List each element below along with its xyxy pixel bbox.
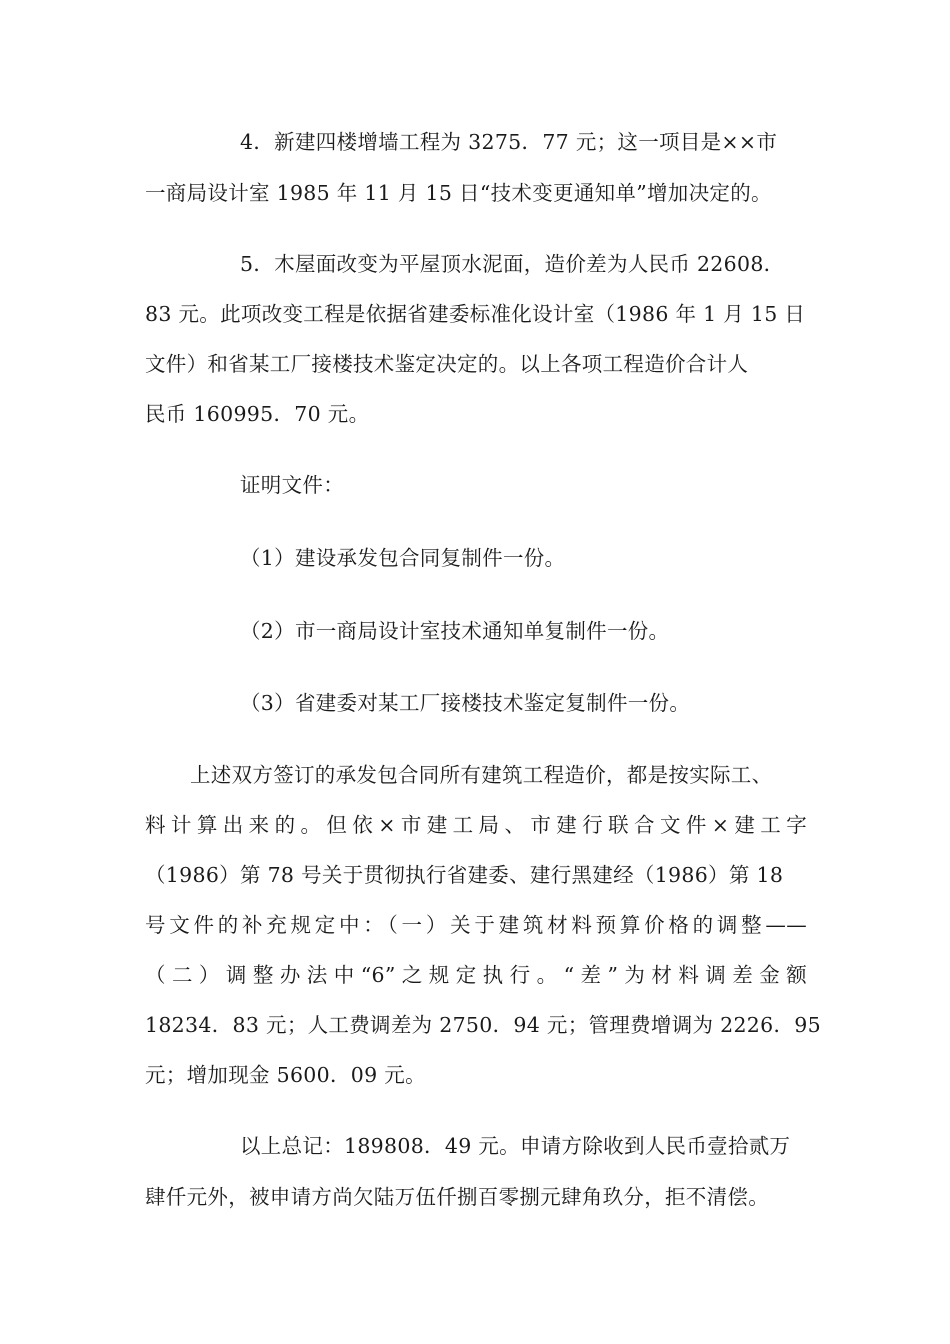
adjustment-line-7: 元；增加现金 5600．09 元。 <box>145 1063 426 1087</box>
item5-line-1: 5．木屋面改变为平屋顶水泥面，造价差为人民币 22608． <box>240 252 785 276</box>
evidence-item-1: （1）建设承发包合同复制件一份。 <box>240 546 566 570</box>
adjustment-line-1: 上述双方签订的承发包合同所有建筑工程造价，都是按实际工、 <box>190 763 773 787</box>
item5-line-3: 文件）和省某工厂接楼技术鉴定决定的。以上各项工程造价合计人 <box>145 352 749 376</box>
adjustment-line-2: 料计算出来的。但依×市建工局、市建行联合文件×建工字 <box>145 813 807 837</box>
adjustment-line-6: 18234．83 元；人工费调差为 2750．94 元；管理费增调为 2226．95 <box>145 1013 821 1037</box>
summary-line-1: 以上总记：189808．49 元。申请方除收到人民币壹拾贰万 <box>240 1134 791 1158</box>
evidence-heading: 证明文件： <box>240 473 344 497</box>
adjustment-line-4: 号文件的补充规定中：（一）关于建筑材料预算价格的调整—— <box>145 913 807 937</box>
item4-line-2: 一商局设计室 1985 年 11 月 15 日“技术变更通知单”增加决定的。 <box>145 181 772 205</box>
evidence-item-3: （3）省建委对某工厂接楼技术鉴定复制件一份。 <box>240 691 691 715</box>
adjustment-line-5: （二）调整办法中“6”之规定执行。“差”为材料调差金额 <box>145 963 807 987</box>
adjustment-line-3: （1986）第 78 号关于贯彻执行省建委、建行黑建经（1986）第 18 <box>145 863 784 887</box>
summary-line-2: 肆仟元外，被申请方尚欠陆万伍仟捌百零捌元肆角玖分，拒不清偿。 <box>145 1185 769 1209</box>
item5-line-2: 83 元。此项改变工程是依据省建委标准化设计室（1986 年 1 月 15 日 <box>145 302 806 326</box>
item5-line-4: 民币 160995．70 元。 <box>145 402 370 426</box>
evidence-item-2: （2）市一商局设计室技术通知单复制件一份。 <box>240 619 670 643</box>
item4-line-1: 4．新建四楼增墙工程为 3275．77 元；这一项目是××市 <box>240 130 778 154</box>
